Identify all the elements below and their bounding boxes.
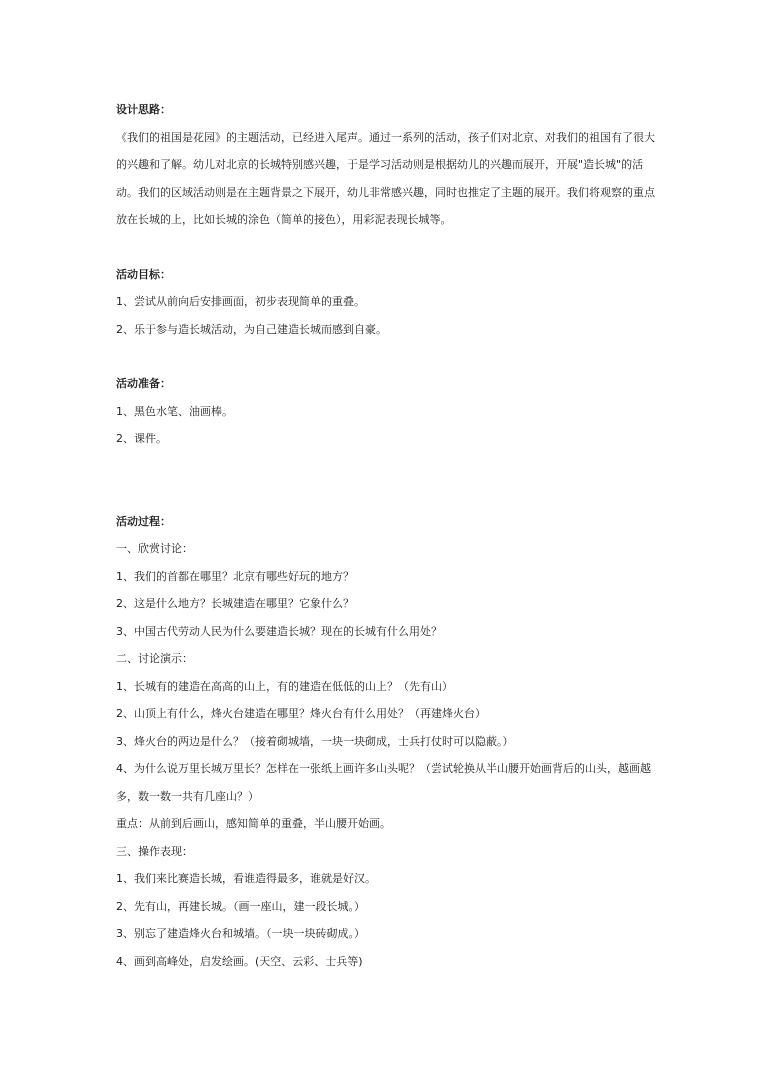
key-point: 重点：从前到后画山，感知简单的重叠，半山腰开始画。 — [116, 817, 391, 830]
process-item: 2、山顶上有什么，烽火台建造在哪里？烽火台有什么用处？（再建烽火台） — [116, 707, 486, 720]
process-item: 4、画到高峰处，启发绘画。(天空、云彩、士兵等) — [116, 954, 363, 968]
process-item: 3、烽火台的两边是什么？（接着砌城墙，一块一块砌成，士兵打仗时可以隐蔽。） — [116, 734, 514, 748]
process-item: 1、我们的首都在哪里？北京有哪些好玩的地方？ — [116, 569, 354, 583]
process-item: 4、为什么说万里长城万里长？怎样在一张纸上画许多山头呢？（尝试轮换从半山腰开始画背后的山头，越画越多，数一数一共有几座山？） — [116, 762, 651, 803]
goal-item: 2、乐于参与造长城活动，为自己建造长城而感到自豪。 — [116, 322, 387, 336]
process-heading: 活动过程： — [116, 514, 171, 528]
section-title: 三、操作表现： — [116, 844, 193, 858]
spacer — [116, 234, 656, 261]
prep-item: 1、黑色水笔、油画棒。 — [116, 404, 233, 418]
process-item: 2、这是什么地方？长城建造在哪里？它象什么？ — [116, 597, 354, 610]
spacer — [116, 453, 656, 508]
spacer — [116, 343, 656, 370]
design-heading: 设计思路： — [116, 103, 171, 116]
goal-item: 1、尝试从前向后安排画面，初步表现简单的重叠。 — [116, 295, 365, 308]
section-title: 二、讨论演示： — [116, 652, 193, 665]
section-title: 一、欣赏讨论： — [116, 542, 193, 555]
process-item: 2、先有山，再建长城。（画一座山，建一段长城。） — [116, 899, 365, 913]
process-item: 3、别忘了建造烽火台和城墙。（一块一块砖砌成。） — [116, 927, 365, 940]
design-paragraph: 《我们的祖国是花园》的主题活动，已经进入尾声。通过一系列的活动，孩子们对北京、对我们的祖国有了很大的兴趣和了解。幼儿对北京的长城特别感兴趣，于是学习活动则是根据幼儿的兴趣而展开，开展"造长城"的活动。我们的区域活动则是在主题背景之下展开，幼儿非常感兴趣，同时也推定了主题的展开。我们将观察的重点放在长城的上，比如长城的涂色（简单的接色），用彩泥表现长城等。 — [116, 130, 655, 226]
document-page — [116, 96, 656, 975]
process-item: 1、我们来比赛造长城，看谁造得最多，谁就是好汉。 — [116, 872, 376, 885]
prep-heading: 活动准备： — [116, 377, 171, 390]
prep-item: 2、课件。 — [116, 432, 167, 445]
goals-heading: 活动目标： — [116, 267, 171, 281]
process-item: 1、长城有的建造在高高的山上，有的建造在低低的山上？（先有山） — [116, 679, 453, 693]
process-item: 3、中国古代劳动人民为什么要建造长城？现在的长城有什么用处？ — [116, 624, 442, 638]
